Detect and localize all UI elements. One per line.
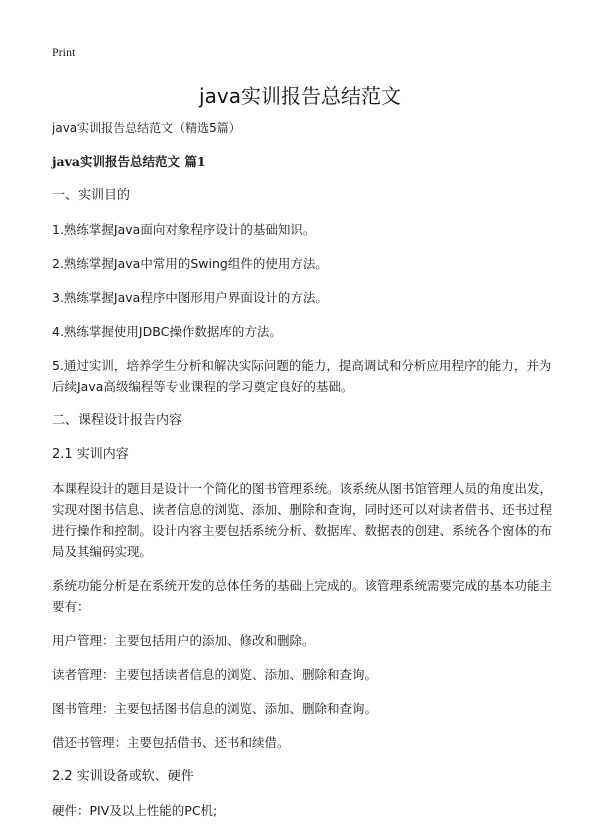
paragraph: 用户管理：主要包括用户的添加、修改和删除。 [52,633,315,648]
paragraph: java实训报告总结范文（精选5篇） [52,121,241,135]
list-item: 3.熟练掌握Java程序中图形用户界面设计的方法。 [52,290,328,305]
list-item: 5.通过实训，培养学生分析和解决实际问题的能力，提高调试和分析应用程序的能力，并为后续Java高级编程等专业课程的学习奠定良好的基础。 [52,358,552,394]
section-heading: 二、课程设计报告内容 [52,413,183,428]
paragraph: 读者管理：主要包括读者信息的浏览、添加、删除和查询。 [52,667,378,682]
document-body [52,118,552,834]
paragraph: 本课程设计的题目是设计一个简化的图书管理系统。该系统从图书馆管理人员的角度出发，实现对图书信息、读者信息的浏览、添加、删除和查询，同时还可以对读者借书、还书过程进行操作和控制。设计内容主要包括系统分析、数据库、数据表的创建、系统各个窗体的布局及其编码实现。 [52,481,553,559]
paragraph: 图书管理：主要包括图书信息的浏览、添加、删除和查询。 [52,701,378,716]
paragraph: java实训报告总结范文 篇1 [52,154,206,169]
subsection-heading: 2.2 实训设备或软、硬件 [52,769,194,784]
subsection-heading: 2.1 实训内容 [52,447,129,462]
paragraph: 硬件：PIV及以上性能的PC机; [52,803,218,818]
list-item: 1.熟练掌握Java面向对象程序设计的基础知识。 [52,222,316,237]
list-item: 4.熟练掌握使用JDBC操作数据库的方法。 [52,324,282,339]
paragraph: 借还书管理：主要包括借书、还书和续借。 [52,735,290,750]
section-heading: 一、实训目的 [52,188,131,203]
list-item: 2.熟练掌握Java中常用的Swing组件的使用方法。 [52,256,328,271]
paragraph: 系统功能分析是在系统开发的总体任务的基础上完成的。该管理系统需要完成的基本功能主要有： [52,578,553,614]
page-title: java实训报告总结范文 [199,84,401,108]
print-link[interactable]: Print [52,45,76,59]
